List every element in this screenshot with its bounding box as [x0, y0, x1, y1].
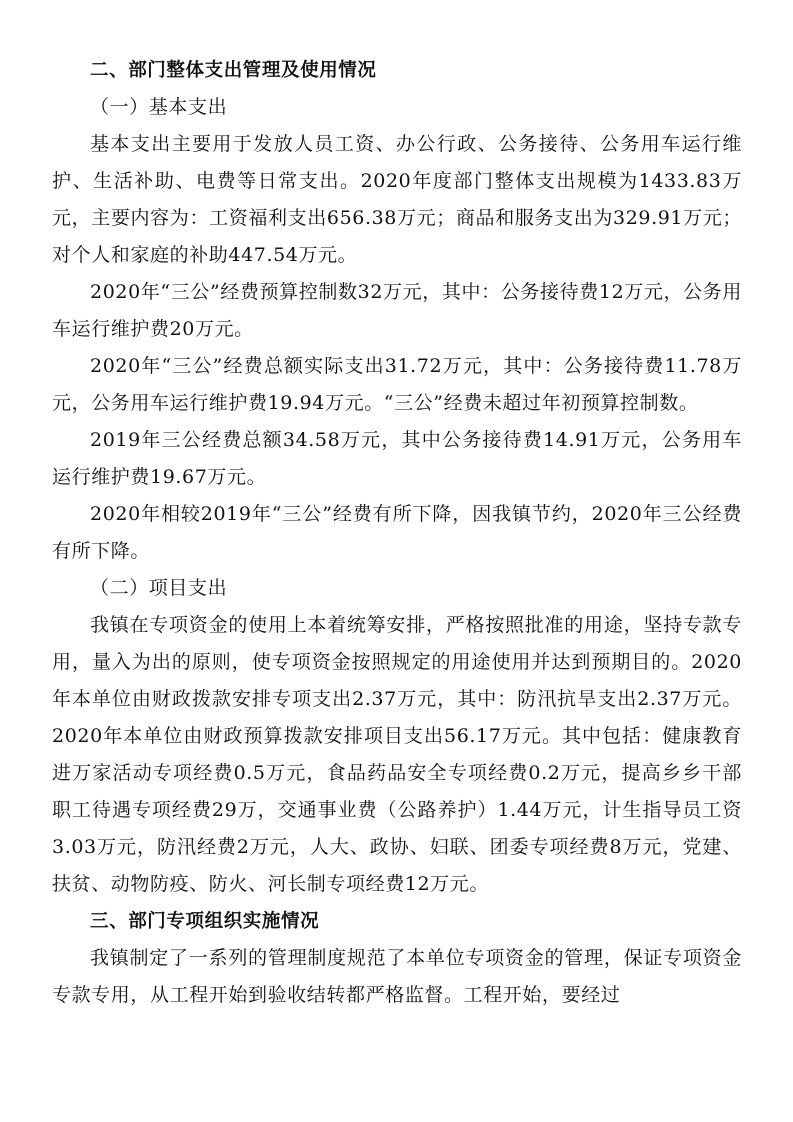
- paragraph-special-projects: 我镇制定了一系列的管理制度规范了本单位专项资金的管理，保证专项资金专款专用，从工程开始到验收结转都严格监督。工程开始，要经过: [52, 947, 742, 1006]
- paragraph-three-public-actual: 2020年“三公”经费总额实际支出31.72万元，其中：公务接待费11.78万元，公务用车运行维护费19.94万元。“三公”经费未超过年初预算控制数。: [52, 355, 742, 414]
- section-heading-expenditure-management: 二、部门整体支出管理及使用情况: [90, 60, 377, 81]
- paragraph-year-comparison: 2020年相较2019年“三公”经费有所下降，因我镇节约，2020年三公经费有所下降。: [52, 503, 742, 562]
- paragraph-basic-expenditure: 基本支出主要用于发放人员工资、办公行政、公务接待、公务用车运行维护、生活补助、电费等日常支出。2020年度部门整体支出规模为1433.83万元，主要内容为：工资福利支出656.38万元；商品和服务支出为329.91万元；对个人和家庭的补助447.54万元。: [52, 133, 742, 266]
- subheading-project-expenditure: （二）项目支出: [90, 577, 228, 599]
- paragraph-project-expenditure: 我镇在专项资金的使用上本着统筹安排，严格按照批准的用途，坚持专款专用，量入为出的原则，使专项资金按照规定的用途使用并达到预期目的。2020年本单位由财政拨款安排专项支出2.37万元，其中：防汛抗旱支出2.37万元。2020年本单位由财政预算拨款安排项目支出56.17万元。其中包括：健康教育进万家活动专项经费0.5万元，食品药品安全专项经费0.2万元，提高乡乡干部职工待遇专项经费29万，交通事业费（公路养护）1.44万元，计生指导员工资3.03万元，防汛经费2万元，人大、政协、妇联、团委专项经费8万元，党建、扶贫、动物防疫、防火、河长制专项经费12万元。: [52, 614, 742, 895]
- paragraph-2019-comparison-values: 2019年三公经费总额34.58万元，其中公务接待费14.91万元，公务用车运行维护费19.67万元。: [52, 429, 742, 488]
- document-page: [52, 52, 742, 1014]
- subheading-basic-expenditure: （一）基本支出: [90, 96, 228, 118]
- section-heading-special-projects: 三、部门专项组织实施情况: [90, 911, 320, 932]
- paragraph-three-public-budget: 2020年“三公”经费预算控制数32万元，其中：公务接待费12万元，公务用车运行维护费20万元。: [52, 281, 742, 340]
